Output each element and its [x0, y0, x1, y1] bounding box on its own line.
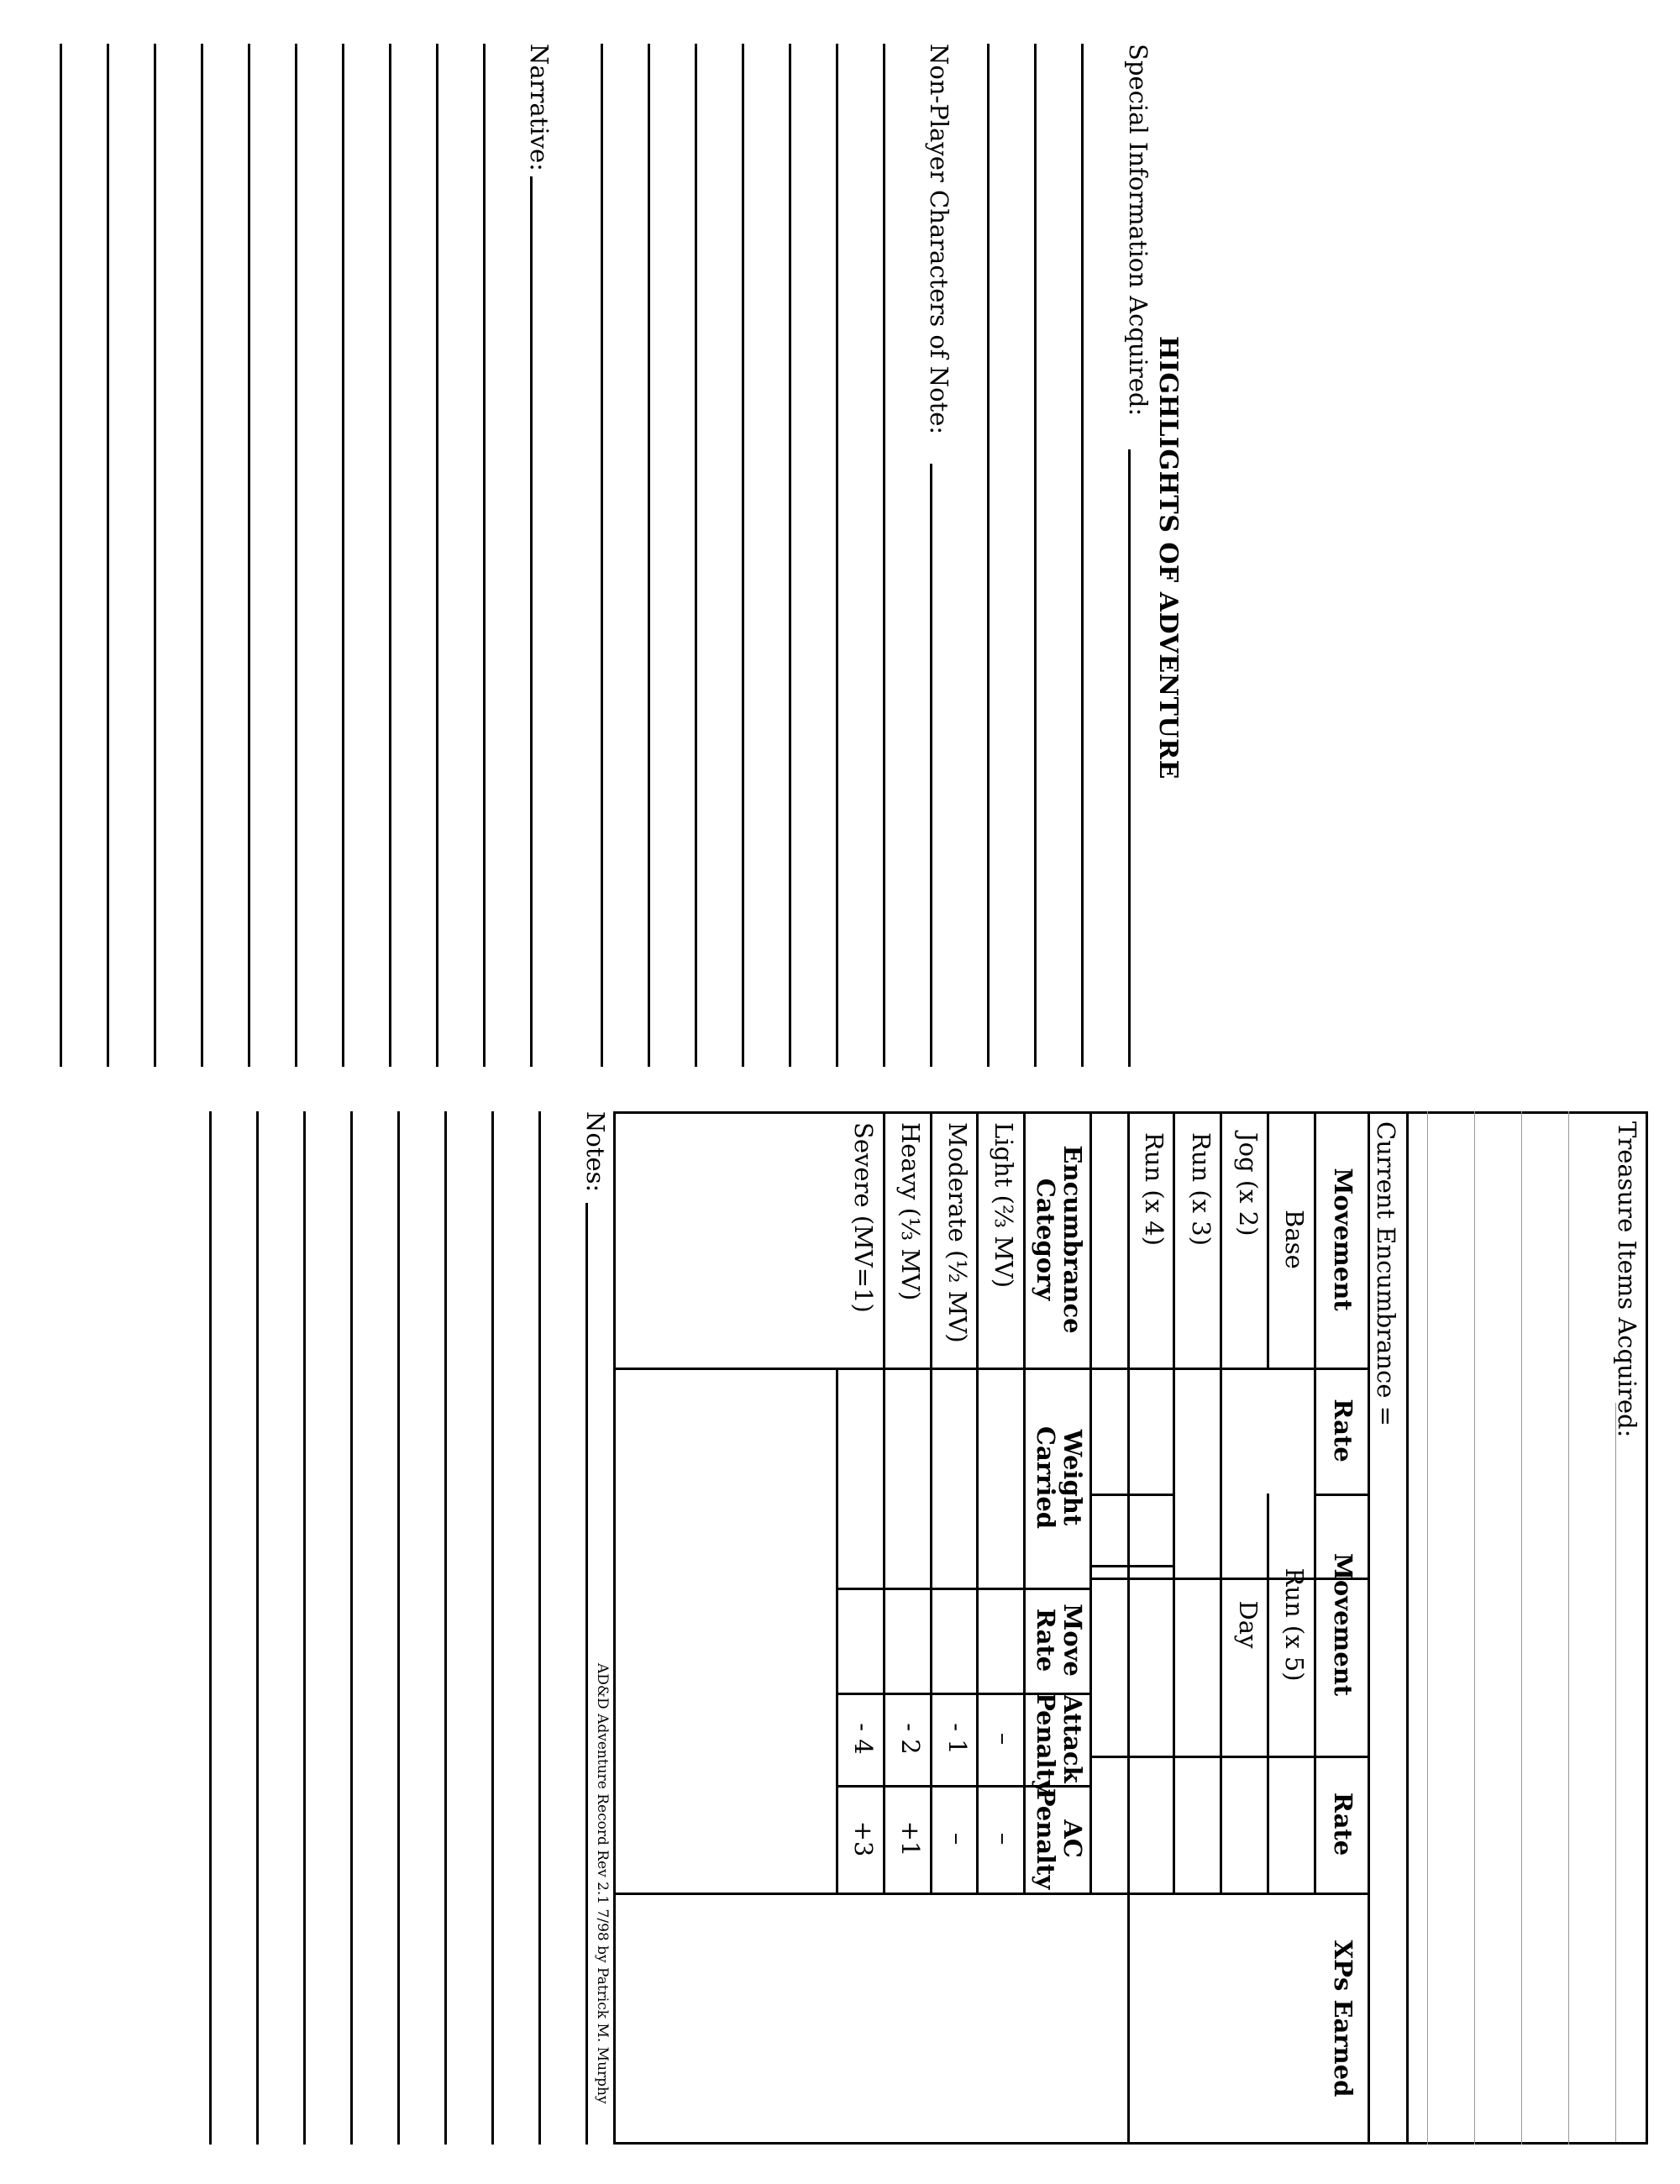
writing-line[interactable]	[248, 44, 250, 1067]
narrative-first-line[interactable]	[530, 176, 533, 1067]
writing-line[interactable]	[1081, 44, 1084, 1067]
rate-header: Rate	[1329, 1399, 1357, 1462]
attack-penalty-light: –	[990, 1732, 1018, 1746]
writing-line[interactable]	[444, 1111, 447, 2145]
movement-row-day: Day	[1234, 1600, 1263, 1649]
writing-line[interactable]	[389, 44, 391, 1067]
move-heavy-cell[interactable]	[888, 1590, 930, 1690]
movement-header: Movement	[1329, 1168, 1357, 1311]
writing-line[interactable]	[538, 1111, 541, 2145]
writing-line[interactable]	[648, 44, 650, 1067]
attack-penalty-severe: - 4	[849, 1723, 878, 1755]
page-title: HIGHLIGHTS OF ADVENTURE	[1153, 336, 1183, 780]
writing-line[interactable]	[789, 44, 791, 1067]
writing-line[interactable]	[107, 44, 109, 1067]
writing-line[interactable]	[436, 44, 438, 1067]
move-light-cell[interactable]	[981, 1590, 1023, 1690]
writing-line[interactable]	[695, 44, 697, 1067]
footer-credit: AD&D Adventure Record Rev 2.1 7/98 by Patrick M. Murphy	[594, 1663, 611, 2104]
writing-line[interactable]	[1034, 44, 1037, 1067]
ac-penalty-light: –	[990, 1832, 1018, 1845]
weight-header-2: Carried	[1032, 1425, 1060, 1530]
movement-row-run4: Run (x 4)	[1140, 1132, 1168, 1247]
writing-line[interactable]	[397, 1111, 400, 2145]
notes-label: Notes:	[581, 1111, 610, 1193]
writing-line[interactable]	[209, 1111, 212, 2145]
npc-first-line[interactable]	[930, 464, 932, 1067]
attack-penalty-header: Attack	[1058, 1694, 1087, 1783]
weight-header: Weight	[1058, 1429, 1087, 1526]
xps-earned-field[interactable]	[616, 1895, 1316, 2142]
movement-row-run3: Run (x 3)	[1187, 1132, 1215, 1247]
writing-line[interactable]	[1521, 1111, 1522, 2145]
weight-severe-cell[interactable]	[841, 1370, 883, 1585]
xps-earned-label: XPs Earned	[1329, 1940, 1357, 2097]
weight-moderate-cell[interactable]	[934, 1370, 976, 1585]
treasure-section-bottom	[1406, 1111, 1409, 2145]
writing-line[interactable]	[601, 44, 603, 1067]
ac-penalty-severe: +3	[849, 1820, 878, 1857]
attack-penalty-heavy: - 2	[896, 1723, 925, 1755]
day-rate-cell[interactable]	[1225, 1758, 1267, 1890]
writing-line[interactable]	[742, 44, 744, 1067]
writing-line[interactable]	[60, 44, 62, 1067]
movement-row-jog: Jog (x 2)	[1234, 1132, 1263, 1236]
writing-line[interactable]	[1568, 1111, 1569, 2145]
narrative-label: Narrative:	[525, 44, 554, 171]
special-info-label: Special Information Acquired:	[1124, 44, 1152, 417]
writing-line[interactable]	[883, 44, 885, 1067]
writing-line[interactable]	[483, 44, 486, 1067]
weight-heavy-cell[interactable]	[888, 1370, 930, 1585]
enc-row-heavy: Heavy (⅓ MV)	[896, 1122, 925, 1301]
enc-row-severe: Severe (MV=1)	[849, 1122, 878, 1313]
run3-rate-cell[interactable]	[1178, 1370, 1220, 1491]
writing-line[interactable]	[350, 1111, 353, 2145]
treasure-label: Treasure Items Acquired:	[1613, 1121, 1641, 1438]
move-rate-header-2: Rate	[1032, 1608, 1060, 1672]
writing-line[interactable]	[342, 44, 344, 1067]
move-moderate-cell[interactable]	[934, 1590, 976, 1690]
treasure-first-line[interactable]	[1615, 1403, 1616, 2142]
base-rate-cell[interactable]	[1272, 1370, 1314, 1491]
jog-rate-cell[interactable]	[1225, 1370, 1267, 1491]
current-encumbrance-bottom	[1368, 1111, 1370, 2145]
ac-penalty-header-2: Penalty	[1032, 1788, 1060, 1890]
writing-line[interactable]	[295, 44, 297, 1067]
enc-row-light: Light (⅔ MV)	[990, 1122, 1018, 1289]
movement-row-run5: Run (x 5)	[1280, 1567, 1309, 1682]
writing-line[interactable]	[1474, 1111, 1475, 2145]
writing-line[interactable]	[1427, 1111, 1428, 2145]
enc-row-moderate: Moderate (½ MV)	[943, 1122, 972, 1343]
movement-row-base: Base	[1280, 1210, 1309, 1269]
move-severe-cell[interactable]	[841, 1590, 883, 1690]
writing-line[interactable]	[836, 44, 838, 1067]
special-info-first-line[interactable]	[1128, 449, 1131, 1067]
enc-category-header-2: Category	[1032, 1178, 1060, 1301]
current-encumbrance-label: Current Encumbrance =	[1372, 1121, 1400, 1426]
run4-rate-cell[interactable]	[1132, 1370, 1173, 1491]
ac-penalty-moderate: –	[943, 1832, 972, 1845]
weight-light-cell[interactable]	[981, 1370, 1023, 1585]
writing-line[interactable]	[303, 1111, 306, 2145]
writing-line[interactable]	[987, 44, 990, 1067]
ac-penalty-heavy: +1	[896, 1820, 925, 1857]
attack-penalty-moderate: - 1	[943, 1723, 972, 1755]
writing-line[interactable]	[256, 1111, 259, 2145]
npc-label: Non-Player Characters of Note:	[925, 44, 953, 435]
move-rate-header: Move	[1058, 1604, 1087, 1677]
enc-category-header: Encumbrance	[1058, 1145, 1087, 1334]
rate-header-2: Rate	[1329, 1792, 1357, 1856]
run5-rate-cell[interactable]	[1272, 1758, 1314, 1890]
writing-line[interactable]	[154, 44, 156, 1067]
movement-header-2: Movement	[1329, 1552, 1357, 1697]
writing-line[interactable]	[491, 1111, 494, 2145]
attack-penalty-header-2: Penalty	[1032, 1693, 1060, 1794]
notes-first-line[interactable]	[585, 1203, 588, 2145]
writing-line[interactable]	[201, 44, 203, 1067]
ac-penalty-header: AC	[1058, 1819, 1087, 1858]
